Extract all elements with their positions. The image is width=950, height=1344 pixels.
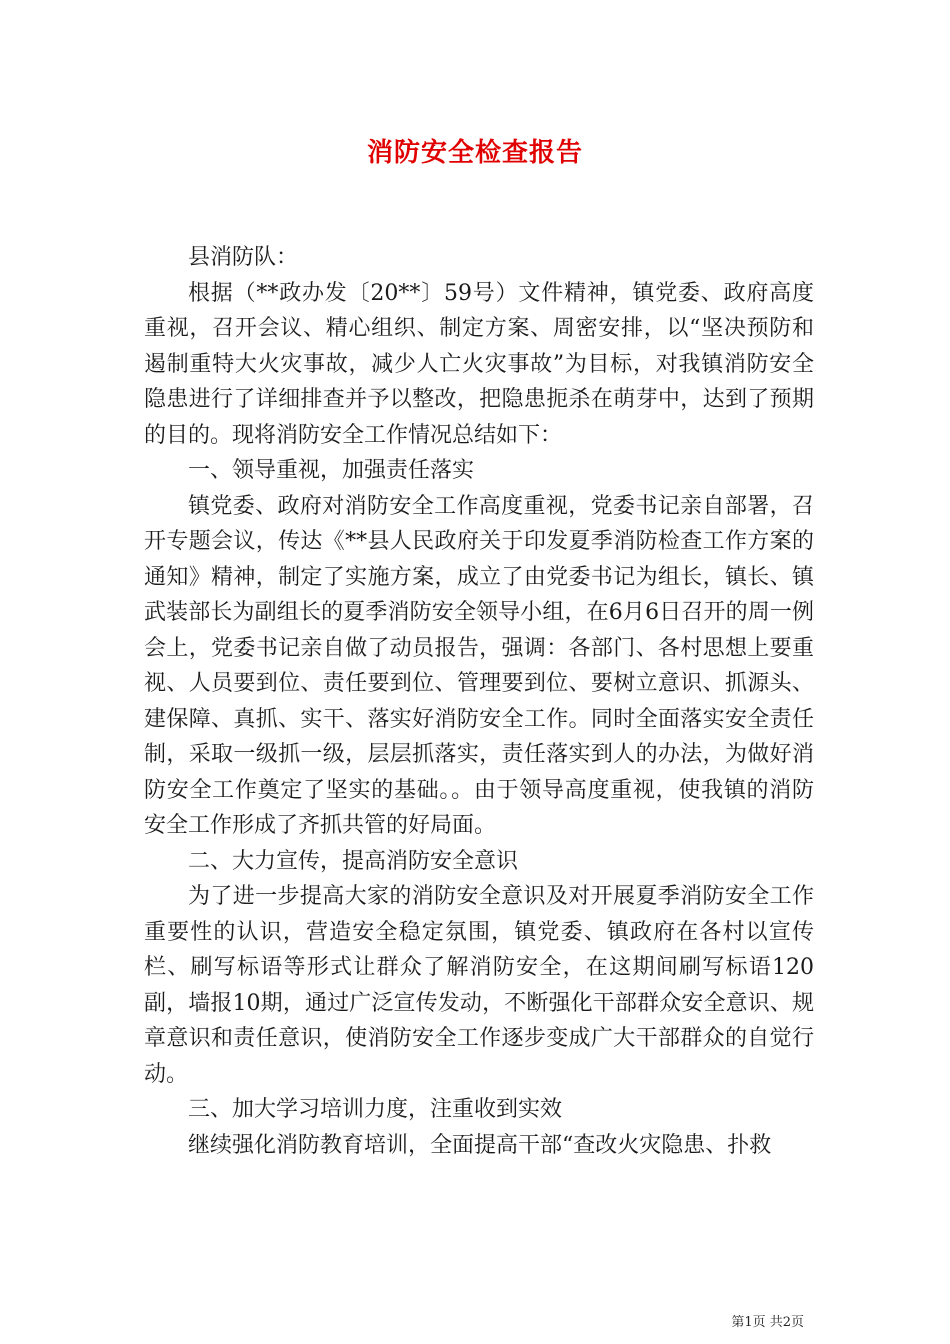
page-number-footer: 第1页 共2页 <box>731 1315 804 1330</box>
section-heading-3: 三、加大学习培训力度，注重收到实效 <box>188 1097 563 1122</box>
paragraph-section-1: 镇党委、政府对消防安全工作高度重视，党委书记亲自部署，召开专题会议，传达《**县人民政府关于印发夏季消防检查工作方案的通知》精神，制定了实施方案，成立了由党委书记为组长，镇长、镇武装部长为副组长的夏季消防安全领导小组，在6月6日召开的周一例会上，党委书记亲自做了动员报告，强调：各部门、各村思想上要重视、人员要到位、责任要到位、管理要到位、要树立意识、抓源头、建保障、真抓、实干、落实好消防安全工作。同时全面落实安全责任制，采取一级抓一级，层层抓落实，责任落实到人的办法，为做好消防安全工作奠定了坚实的基础。。由于领导高度重视，使我镇的消防安全工作形成了齐抓共管的好局面。 <box>144 493 814 838</box>
section-heading-1: 一、领导重视，加强责任落实 <box>188 458 475 483</box>
document-title: 消防安全检查报告 <box>366 138 583 168</box>
paragraph-section-3: 继续强化消防教育培训，全面提高干部“查改火灾隐患、扑救 <box>188 1132 772 1158</box>
section-heading-2: 二、大力宣传，提高消防安全意识 <box>188 848 519 874</box>
document-body <box>144 240 814 1163</box>
paragraph-intro: 根据（**政办发〔20**〕59号）文件精神，镇党委、政府高度重视，召开会议、精心组织、制定方案、周密安排，以“坚决预防和遏制重特大火灾事故，减少人亡火灾事故”为目标，对我镇消防安全隐患进行了详细排查并予以整改，把隐患扼杀在萌芽中，达到了预期的目的。现将消防安全工作情况总结如下： <box>144 280 814 448</box>
salutation: 县消防队： <box>188 245 299 270</box>
paragraph-section-2: 为了进一步提高大家的消防安全意识及对开展夏季消防安全工作重要性的认识，营造安全稳定氛围，镇党委、镇政府在各村以宣传栏、刷写标语等形式让群众了解消防安全，在这期间刷写标语120副，墙报10期，通过广泛宣传发动，不断强化干部群众安全意识、规章意识和责任意识，使消防安全工作逐步变成广大干部群众的自觉行动。 <box>144 884 814 1087</box>
